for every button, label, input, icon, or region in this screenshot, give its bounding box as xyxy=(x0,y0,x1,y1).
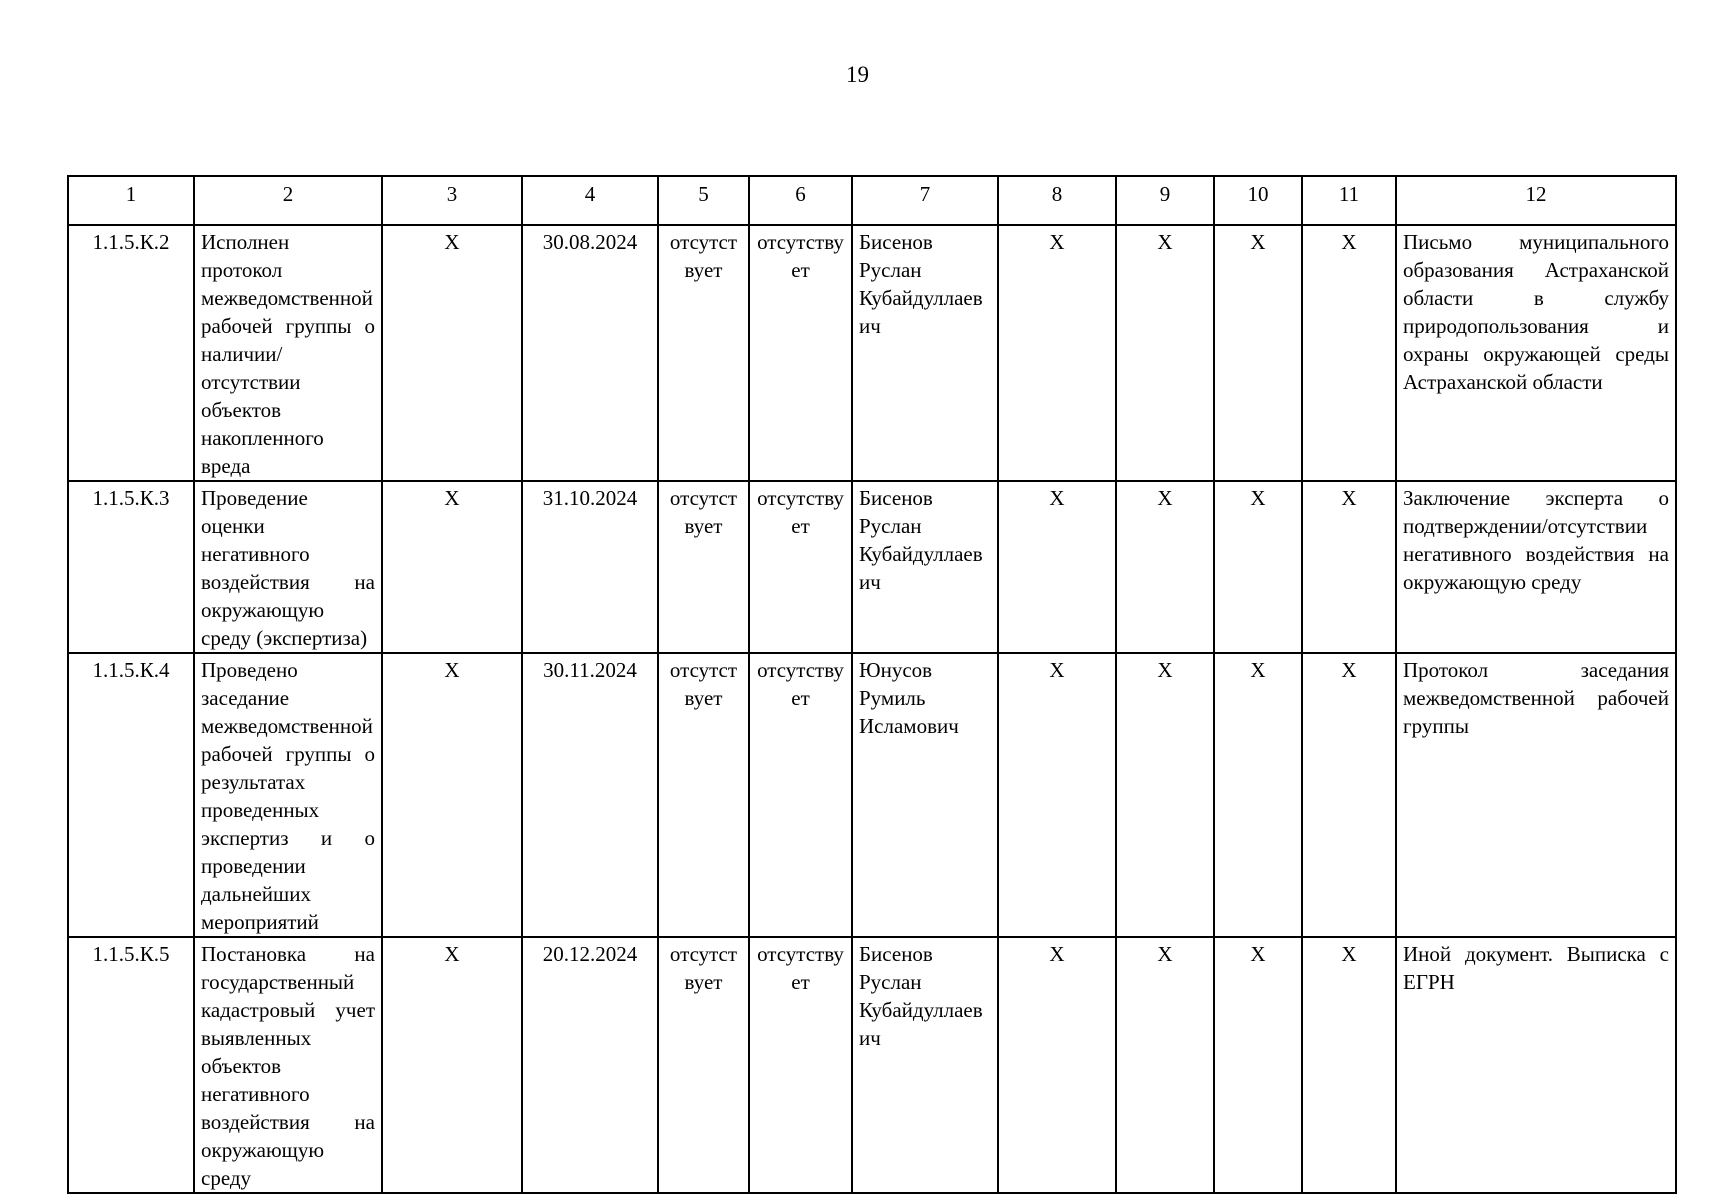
confirming-document: Письмо муниципального образования Астраханской области в службу природопользования и охраны окружающей среды Астраханской области xyxy=(1396,225,1676,481)
control-points-table xyxy=(67,175,1677,1194)
table-cell: X xyxy=(998,481,1116,653)
table-cell: X xyxy=(1116,653,1214,937)
table-header-row xyxy=(68,176,1676,225)
confirming-document: Заключение эксперта о подтверждении/отсутствии негативного воздействия на окружающую среду xyxy=(1396,481,1676,653)
responsible-person: Юнусов Румиль Исламович xyxy=(852,653,998,937)
column-header: 2 xyxy=(194,176,382,225)
column-header: 12 xyxy=(1396,176,1676,225)
confirming-document: Протокол заседания межведомственной рабочей группы xyxy=(1396,653,1676,937)
table-cell: X xyxy=(1302,937,1396,1193)
column-header: 1 xyxy=(68,176,194,225)
column-header: 4 xyxy=(522,176,658,225)
table-cell: отсутствует xyxy=(749,937,852,1193)
table-cell: X xyxy=(1214,225,1302,481)
control-point-code: 1.1.5.К.4 xyxy=(68,653,194,937)
table-row xyxy=(68,937,1676,1193)
column-header: 8 xyxy=(998,176,1116,225)
event-description: Проведение оценки негативного воздействия на окружающую среду (экспертиза) xyxy=(194,481,382,653)
column-header: 7 xyxy=(852,176,998,225)
table-cell: X xyxy=(1214,937,1302,1193)
responsible-person: Бисенов Руслан Кубайдуллаевич xyxy=(852,937,998,1193)
table-cell: отсутствует xyxy=(658,653,749,937)
table-cell: отсутствует xyxy=(749,653,852,937)
table-cell: X xyxy=(1302,481,1396,653)
table-cell: X xyxy=(1116,937,1214,1193)
table-cell: X xyxy=(382,653,522,937)
responsible-person: Бисенов Руслан Кубайдуллаевич xyxy=(852,481,998,653)
table-cell: отсутствует xyxy=(658,937,749,1193)
table-cell: X xyxy=(1214,653,1302,937)
responsible-person: Бисенов Руслан Кубайдуллаевич xyxy=(852,225,998,481)
column-header: 6 xyxy=(749,176,852,225)
table-cell: X xyxy=(1116,481,1214,653)
column-header: 3 xyxy=(382,176,522,225)
table-cell: отсутствует xyxy=(658,481,749,653)
table-row xyxy=(68,653,1676,937)
table-cell: X xyxy=(1302,653,1396,937)
confirming-document: Иной документ. Выписка с ЕГРН xyxy=(1396,937,1676,1193)
event-description: Постановка на государственный кадастровый учет выявленных объектов негативного воздействия на окружающую среду xyxy=(194,937,382,1193)
table-cell: X xyxy=(998,653,1116,937)
column-header: 10 xyxy=(1214,176,1302,225)
control-point-code: 1.1.5.К.5 xyxy=(68,937,194,1193)
column-header: 11 xyxy=(1302,176,1396,225)
deadline-date: 31.10.2024 xyxy=(522,481,658,653)
table-cell: отсутствует xyxy=(658,225,749,481)
table-cell: отсутствует xyxy=(749,481,852,653)
table-cell: X xyxy=(1116,225,1214,481)
deadline-date: 20.12.2024 xyxy=(522,937,658,1193)
page-number: 19 xyxy=(846,62,869,87)
column-header: 5 xyxy=(658,176,749,225)
deadline-date: 30.08.2024 xyxy=(522,225,658,481)
deadline-date: 30.11.2024 xyxy=(522,653,658,937)
table-cell: X xyxy=(1214,481,1302,653)
table-cell: отсутствует xyxy=(749,225,852,481)
table-cell: X xyxy=(382,937,522,1193)
control-point-code: 1.1.5.К.3 xyxy=(68,481,194,653)
table-cell: X xyxy=(998,225,1116,481)
column-header: 9 xyxy=(1116,176,1214,225)
table-row xyxy=(68,225,1676,481)
table-cell: X xyxy=(382,481,522,653)
table-cell: X xyxy=(1302,225,1396,481)
event-description: Исполнен протокол межведомственной рабочей группы о наличии/отсутствии объектов накопленного вреда xyxy=(194,225,382,481)
table-cell: X xyxy=(998,937,1116,1193)
control-point-code: 1.1.5.К.2 xyxy=(68,225,194,481)
table-cell: X xyxy=(382,225,522,481)
event-description: Проведено заседание межведомственной рабочей группы о результатах проведенных экспертиз и о проведении дальнейших мероприятий xyxy=(194,653,382,937)
table-row xyxy=(68,481,1676,653)
